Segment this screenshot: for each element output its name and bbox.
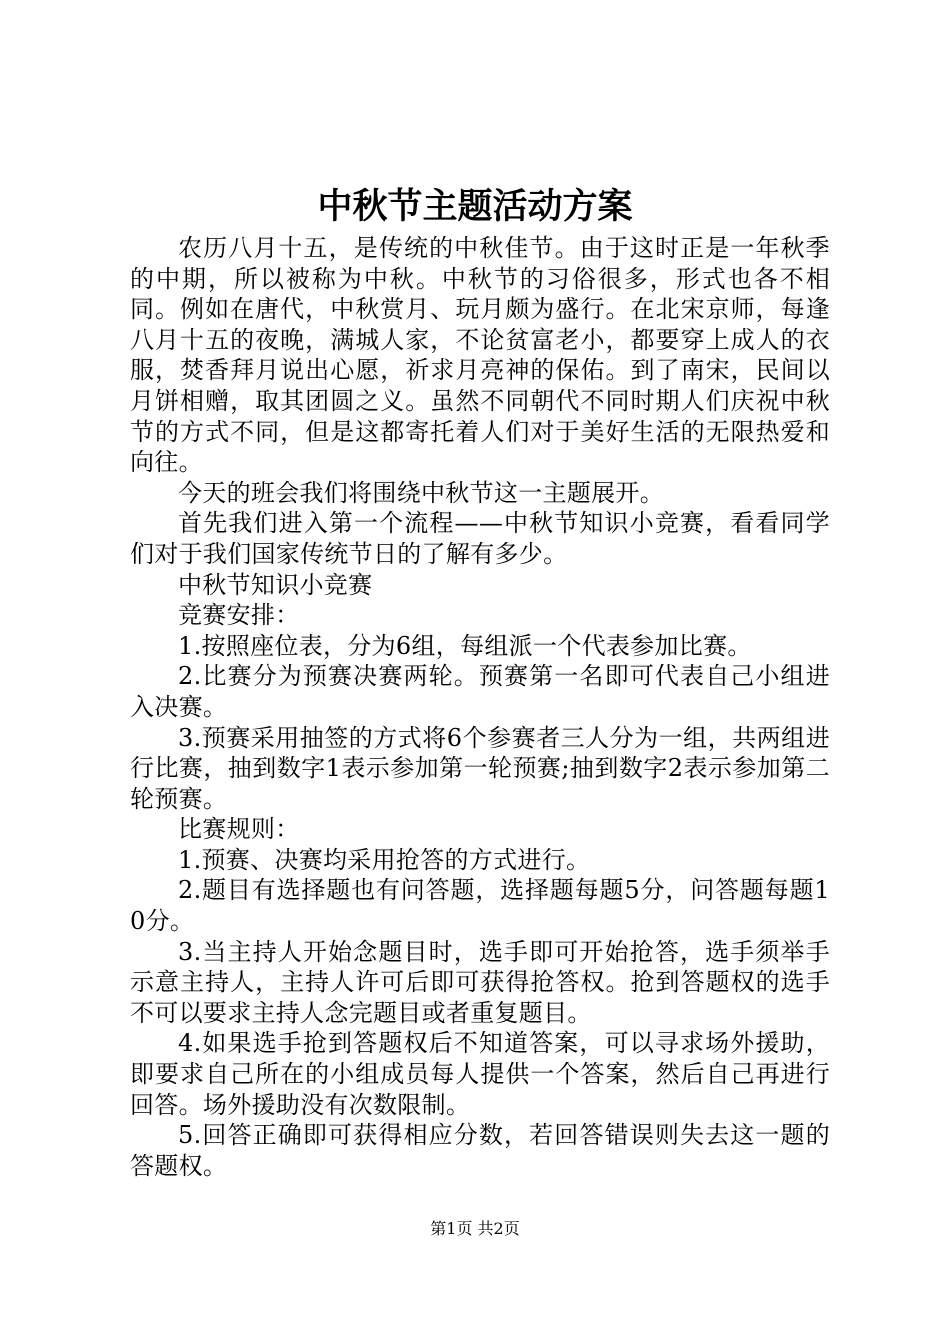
document-body	[130, 233, 830, 1181]
paragraph-intro: 农历八月十五，是传统的中秋佳节。由于这时正是一年秋季的中期，所以被称为中秋。中秋节的习俗很多，形式也各不相同。例如在唐代，中秋赏月、玩月颇为盛行。在北宋京师，每逢八月十五的夜晚，满城人家，不论贫富老小，都要穿上成人的衣服，焚香拜月说出心愿，祈求月亮神的保佑。到了南宋，民间以月饼相赠，取其团圆之义。虽然不同朝代不同时期人们庆祝中秋节的方式不同，但是这都寄托着人们对于美好生活的无限热爱和向往。	[130, 234, 830, 477]
rule-item-4: 4.如果选手抢到答题权后不知道答案，可以寻求场外援助，即要求自己所在的小组成员每人提供一个答案，然后自己再进行回答。场外援助没有次数限制。	[130, 1029, 830, 1119]
rule-item-5: 5.回答正确即可获得相应分数，若回答错误则失去这一题的答题权。	[130, 1121, 830, 1180]
paragraph-first-process: 首先我们进入第一个流程——中秋节知识小竞赛，看看同学们对于我们国家传统节日的了解有多少。	[130, 509, 830, 568]
section-heading-arrangement: 竞赛安排：	[178, 601, 300, 630]
arrangement-item-3: 3.预赛采用抽签的方式将6个参赛者三人分为一组，共两组进行比赛，抽到数字1表示参加第一轮预赛;抽到数字2表示参加第二轮预赛。	[130, 723, 830, 813]
arrangement-item-1: 1.按照座位表，分为6组，每组派一个代表参加比赛。	[178, 631, 752, 660]
rule-item-2: 2.题目有选择题也有问答题，选择题每题5分，问答题每题10分。	[130, 876, 830, 936]
document-title: 中秋节主题活动方案	[317, 186, 633, 227]
section-heading-rules: 比赛规则：	[178, 815, 300, 844]
paragraph-class-meeting: 今天的班会我们将围绕中秋节这一主题展开。	[178, 478, 664, 507]
section-heading-quiz: 中秋节知识小竞赛	[178, 570, 373, 599]
page-footer: 第1页 共2页	[430, 1219, 520, 1238]
rule-item-3: 3.当主持人开始念题目时，选手即可开始抢答，选手须举手示意主持人，主持人许可后即可获得抢答权。抢到答题权的选手不可以要求主持人念完题目或者重复题目。	[130, 937, 830, 1027]
arrangement-item-2: 2.比赛分为预赛决赛两轮。预赛第一名即可代表自己小组进入决赛。	[130, 662, 830, 721]
rule-item-1: 1.预赛、决赛均采用抢答的方式进行。	[178, 845, 591, 874]
